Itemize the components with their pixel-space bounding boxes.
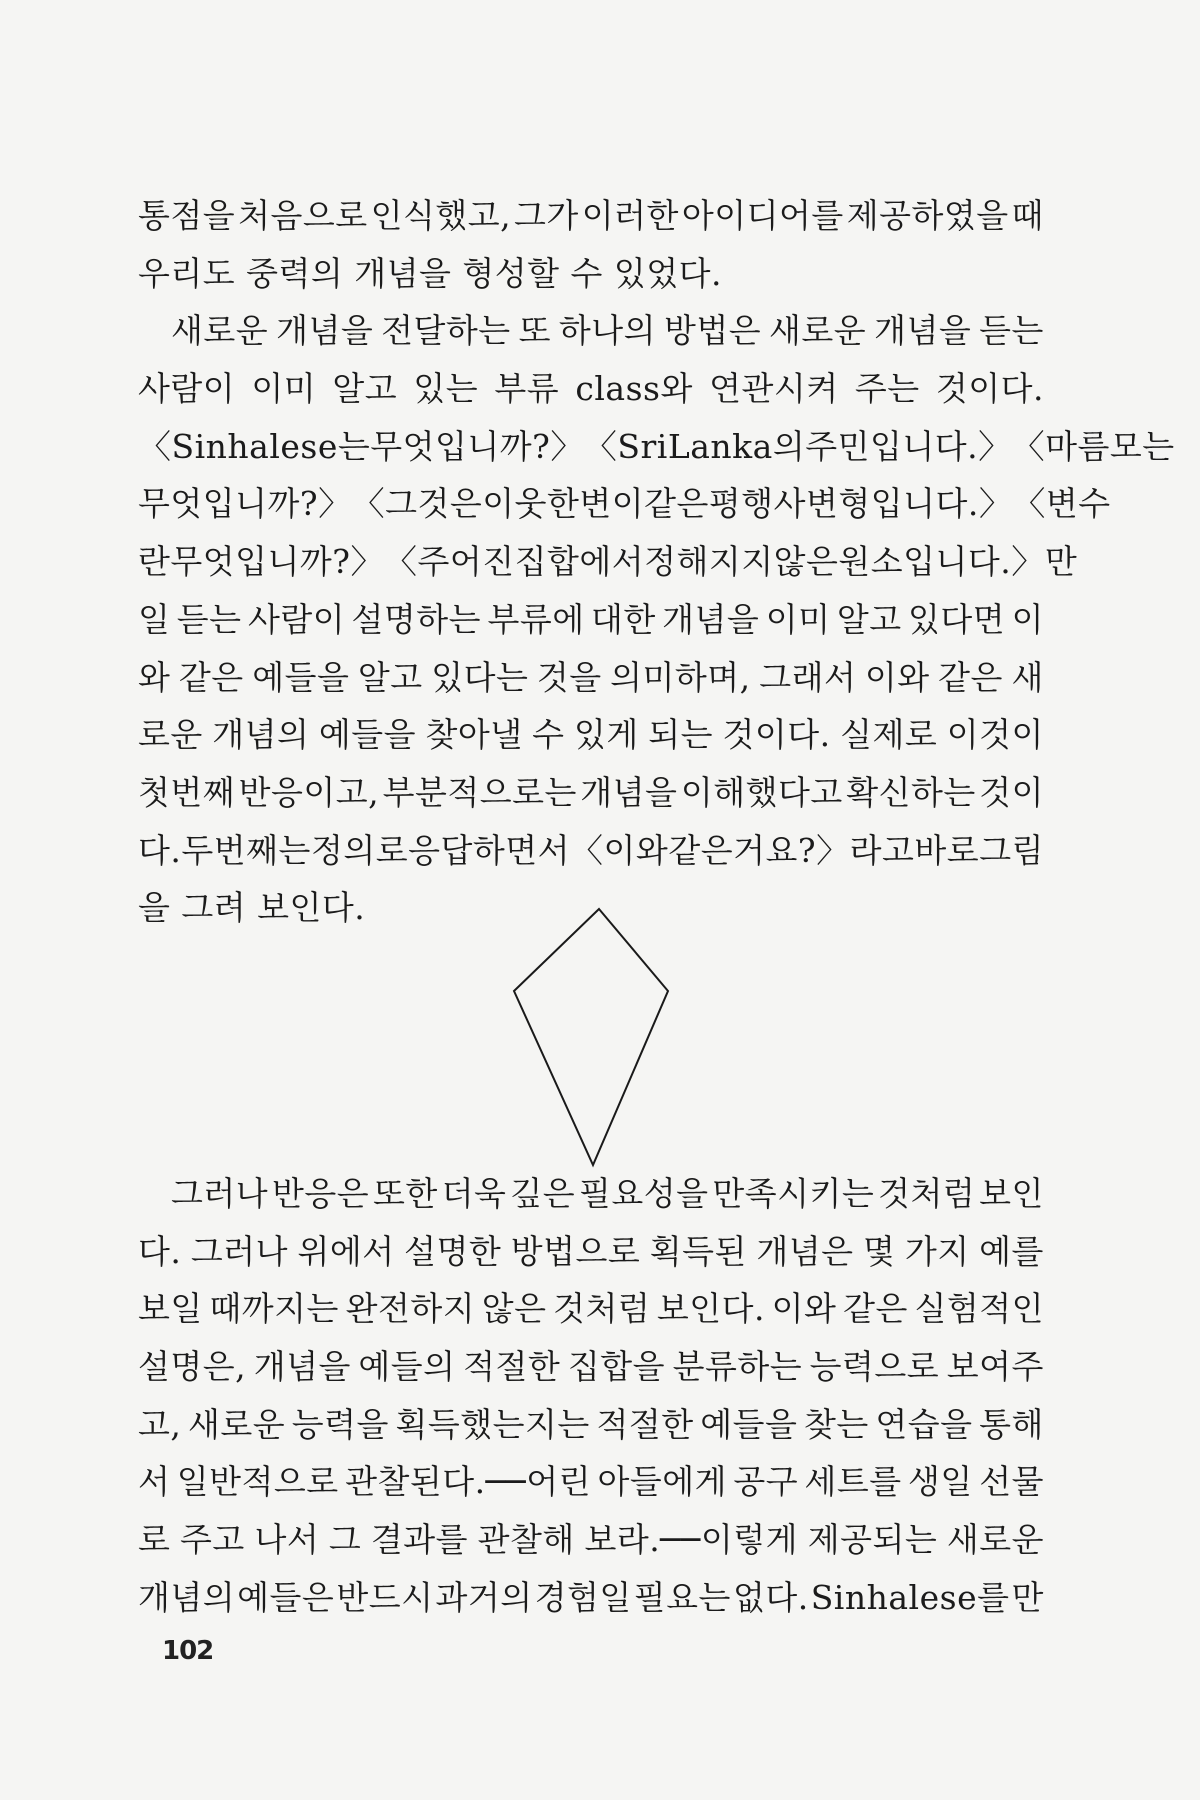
word: 와 — [138, 657, 171, 697]
word: 개념을 — [253, 1347, 351, 1387]
word: 관찰해 — [477, 1520, 575, 1560]
word: 일반적으로 — [176, 1462, 339, 1502]
text-line — [138, 360, 1044, 418]
page-number: 102 — [162, 1636, 214, 1666]
word: 새로운 — [171, 311, 269, 351]
word: 예들의 — [358, 1347, 456, 1387]
word: 다. — [138, 1231, 182, 1271]
word: 알고 — [332, 369, 398, 409]
word: 그림 — [979, 830, 1044, 870]
word: 연습을 — [875, 1404, 973, 1444]
word: 설명은, — [138, 1347, 247, 1387]
word: 집합에서 — [514, 542, 645, 582]
word: 확신하는 — [846, 772, 976, 812]
text-line — [138, 187, 1044, 245]
word: 것이 — [979, 772, 1044, 812]
word: 더욱 — [441, 1174, 507, 1213]
word: 이웃한 — [482, 484, 580, 524]
body-text-bottom — [138, 1165, 1044, 1627]
word: 반응이고, — [238, 772, 380, 812]
word: 〈Sinhalese는 — [138, 426, 371, 466]
word: 제공되는 — [807, 1520, 938, 1560]
word: 때 — [1011, 196, 1044, 235]
word: 찾아낼 — [425, 715, 523, 755]
word: 예들은 — [237, 1577, 335, 1617]
word: 것이다. — [935, 369, 1044, 409]
word: 설명하는 — [351, 599, 482, 639]
word: 같은 — [178, 657, 244, 697]
word: 대한 — [590, 599, 656, 639]
word: 만 — [1011, 1577, 1044, 1617]
word: 보라.──이렇게 — [584, 1520, 799, 1560]
word: class와 — [575, 369, 693, 409]
word: 반드시 — [336, 1577, 434, 1617]
word: 정해지지 — [644, 542, 774, 582]
word: Sinhalese를 — [810, 1577, 1010, 1617]
word: 이해했다고 — [680, 772, 843, 812]
word: 실험적인 — [914, 1289, 1044, 1329]
word: 개념을 — [662, 599, 760, 639]
word: 인식했고, — [370, 196, 512, 235]
word: 수 — [532, 715, 565, 755]
word: 주고 — [180, 1520, 245, 1560]
word: 선물 — [979, 1462, 1044, 1502]
word: 무엇입니까?〉 — [170, 542, 384, 582]
word: 그러나 — [190, 1231, 288, 1271]
word: 로 — [138, 1520, 171, 1560]
word: 전달하는 — [381, 311, 511, 351]
word: 그 — [328, 1520, 362, 1560]
word: 〈마름모는 — [1011, 426, 1175, 466]
word: 같은 — [843, 1289, 908, 1329]
word: 능력을 — [291, 1404, 389, 1444]
word: 새로운 — [188, 1404, 286, 1444]
word: 새로운 — [769, 311, 867, 351]
word: 바로 — [914, 830, 980, 870]
word: 서 — [138, 1462, 171, 1502]
word: 없다. — [732, 1577, 809, 1617]
word: 개념을 — [580, 772, 678, 812]
word: 관찰된다.──어린 — [345, 1462, 592, 1502]
word: 예들을 — [700, 1404, 798, 1444]
word: 이러한 — [581, 196, 679, 235]
word: 로운 — [138, 715, 203, 755]
word: 방법은 — [663, 311, 762, 351]
word: 아들에게 — [597, 1462, 727, 1502]
word: 변이 — [579, 484, 645, 524]
text-line — [138, 1511, 1044, 1569]
word: 새 — [1011, 657, 1044, 697]
word: 과거의 — [435, 1577, 533, 1617]
word: 세트를 — [804, 1462, 902, 1502]
word: 그가 — [514, 196, 579, 235]
word: 란 — [138, 542, 171, 582]
word: Lanka의 — [667, 426, 806, 466]
word: 같은 — [644, 484, 709, 524]
text-line — [138, 475, 1111, 533]
text-line — [138, 1338, 1044, 1396]
word: 듣는 — [176, 599, 242, 639]
word: 보여주 — [946, 1347, 1044, 1387]
word: 개념을 — [874, 311, 972, 351]
word: 있다면 — [908, 599, 1006, 639]
word: 것처럼 — [878, 1174, 976, 1213]
word: 반응은 — [272, 1174, 370, 1213]
word: 것이다. — [722, 715, 831, 755]
word: 사람이 — [138, 369, 236, 409]
word: 보인 — [979, 1174, 1044, 1213]
word: 알고 — [836, 599, 902, 639]
word: 두번째는 — [181, 830, 311, 870]
word: 만 — [1044, 542, 1078, 582]
word: 있는 — [413, 369, 479, 409]
text-line — [138, 1165, 1044, 1223]
word: 예들을 — [318, 715, 417, 755]
word: 집합을 — [567, 1347, 665, 1387]
word: 이와 — [864, 657, 930, 697]
word: 같은 — [938, 657, 1003, 697]
word: 의미하며, — [610, 657, 751, 697]
text-line — [138, 1453, 1044, 1511]
text-line — [138, 822, 1044, 880]
text-line — [138, 1223, 1044, 1281]
word: 일 — [138, 599, 171, 639]
word: 경험일 — [534, 1577, 632, 1617]
text-line — [138, 1280, 1044, 1338]
word: 몇 — [862, 1231, 896, 1271]
word: 부류 — [494, 369, 560, 409]
word: 생일 — [908, 1462, 973, 1502]
word: 아이디어를 — [681, 196, 844, 235]
word: 방법으로 — [510, 1231, 641, 1271]
word: 〈그것은 — [351, 484, 483, 524]
word: 같은 — [668, 830, 734, 870]
word: 나서 — [254, 1520, 320, 1560]
word: 주는 — [854, 369, 920, 409]
word: 않은 — [773, 542, 839, 582]
word: 또 — [518, 311, 551, 351]
word: 예를 — [979, 1231, 1044, 1271]
word: 이 — [1011, 599, 1044, 639]
word: 않은 — [481, 1289, 547, 1329]
word: 새로운 — [946, 1520, 1044, 1560]
word: 적절한 — [463, 1347, 561, 1387]
word: 무엇입니까?〉 — [370, 426, 584, 466]
word: 이미 — [765, 599, 831, 639]
text-line — [138, 302, 1044, 360]
kite-shape — [514, 909, 668, 1165]
word: 개념은 — [756, 1231, 854, 1271]
word: 만족시키는 — [712, 1174, 875, 1213]
word: 있다는 — [431, 657, 529, 697]
word: 예들을 — [252, 657, 350, 697]
text-line — [138, 649, 1044, 707]
word: 획득했는지는 — [395, 1404, 590, 1444]
word: 분류하는 — [672, 1347, 803, 1387]
word: 응답하면서 — [408, 830, 571, 870]
word: 필요는 — [633, 1577, 731, 1617]
word: 〈주어진 — [383, 542, 515, 582]
word: 하나의 — [558, 311, 657, 351]
text-line — [138, 533, 1078, 591]
word: 필요성을 — [578, 1174, 709, 1213]
text-line: 을 그려 보인다. — [138, 888, 366, 928]
word: 적절한 — [596, 1404, 694, 1444]
word: 되는 — [648, 715, 714, 755]
text-line — [138, 1396, 1044, 1454]
word: 실제로 — [840, 715, 938, 755]
word: 찾는 — [803, 1404, 869, 1444]
word: 보인다. — [656, 1289, 766, 1329]
word: 알고 — [357, 657, 423, 697]
word: 가지 — [904, 1231, 970, 1271]
word: 듣는 — [979, 311, 1044, 351]
text-line — [138, 418, 1175, 476]
word: 주민입니다.〉 — [805, 426, 1012, 466]
word: 그래서 — [759, 657, 857, 697]
word: 완전하지 — [345, 1289, 476, 1329]
word: 〈Sri — [583, 426, 668, 466]
word: 부분적으로는 — [382, 772, 577, 812]
word: 부류에 — [487, 599, 585, 639]
word: 첫번째 — [138, 772, 236, 812]
word: 이것이 — [946, 715, 1044, 755]
word: 무엇입니까?〉 — [138, 484, 352, 524]
word: 보일 — [138, 1289, 203, 1329]
text-line — [138, 764, 1044, 822]
word: 정의로 — [310, 830, 409, 870]
word: 또한 — [373, 1174, 438, 1213]
word: 연관시켜 — [709, 369, 839, 409]
word: 거요?〉라고 — [733, 830, 915, 870]
word: 개념을 — [276, 311, 374, 351]
word: 고, — [138, 1404, 182, 1444]
word: 사람이 — [247, 599, 346, 639]
word: 공구 — [733, 1462, 799, 1502]
text-line — [138, 591, 1044, 649]
word: 〈이와 — [570, 830, 669, 870]
word: 결과를 — [370, 1520, 469, 1560]
word: 통점을 — [138, 196, 236, 235]
word: 개념의 — [212, 715, 310, 755]
word: 평행사변형입니다.〉 — [708, 484, 1013, 524]
word: 것을 — [536, 657, 602, 697]
word: 처음으로 — [238, 196, 368, 235]
word: 것처럼 — [553, 1289, 651, 1329]
word: 능력으로 — [809, 1347, 940, 1387]
word: 때까지는 — [209, 1289, 339, 1329]
word: 이미 — [251, 369, 317, 409]
word: 제공하였을 — [846, 196, 1009, 235]
word: 원소입니다.〉 — [838, 542, 1045, 582]
word: 위에서 — [297, 1231, 395, 1271]
text-line — [138, 706, 1044, 764]
word: 다. — [138, 830, 182, 870]
body-text-top — [138, 187, 1175, 937]
text-line: 우리도 중력의 개념을 형성할 수 있었다. — [138, 253, 722, 293]
word: 획득된 — [649, 1231, 747, 1271]
word: 개념의 — [138, 1577, 236, 1617]
word: 〈변수 — [1012, 484, 1111, 524]
word: 깊은 — [510, 1174, 576, 1213]
text-line — [138, 1569, 1044, 1627]
word: 있게 — [574, 715, 639, 755]
word: 통해 — [979, 1404, 1044, 1444]
word: 이와 — [771, 1289, 837, 1329]
word: 설명한 — [404, 1231, 502, 1271]
word: 그러나 — [171, 1174, 269, 1213]
